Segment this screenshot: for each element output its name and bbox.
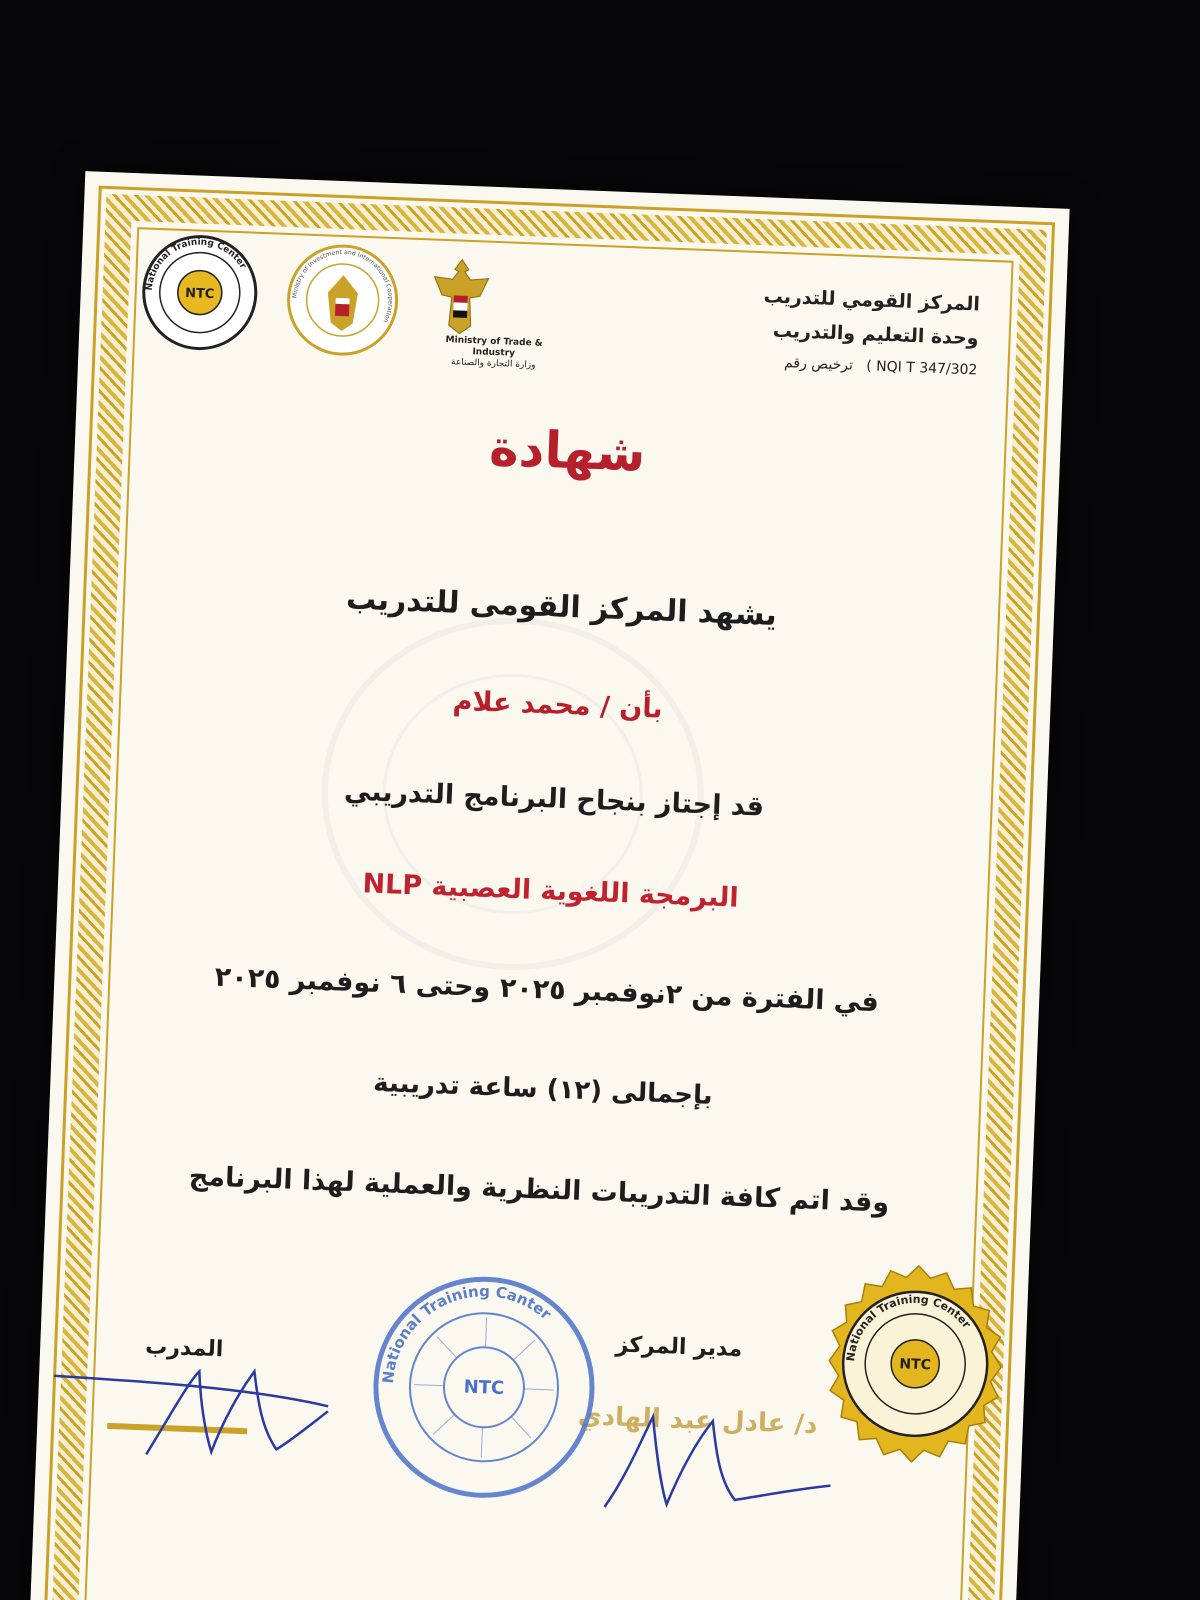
ministry-ar-label: وزارة التجارة والصناعة [450,357,536,371]
trainer-signature [46,1356,340,1477]
ministry-trade-logo [423,254,567,372]
recipient-line: بأن / محمد علام [452,685,664,725]
org-unit: وحدة التعليم والتدريب [772,319,980,350]
eagle-icon [424,254,497,337]
director-signature [594,1407,838,1526]
period-line: في الفترة من ٢نوفمبر ٢٠٢٥ وحتى ٦ نوفمبر ٢٠٢٥ [214,961,880,1019]
blue-stamp-ring-text: National Training Canter [378,1282,555,1385]
license-number: ( NQI T 347/302 [865,358,978,379]
svg-text:National Training Canter [379,1278,556,1390]
program-name: البرمجة اللغوية العصبية NLP [361,868,740,914]
gold-seal-ring-text: National Training Center [844,1292,974,1362]
blue-stamp-center: NTC [463,1376,505,1400]
org-name: المركز القومي للتدريب [763,285,981,316]
organization-header [677,276,981,385]
ntc-logo [139,231,261,353]
license-label: ترخيص رقم [783,355,854,374]
gold-seal-center: NTC [899,1356,932,1374]
hours-line: بإجمالى (١٢) ساعة تدريبية [372,1067,714,1111]
completion-statement: وقد اتم كافة التدريبات النظرية والعملية لهذا البرنامج [188,1160,890,1219]
certificate-paper [28,171,1070,1600]
director-name: د/ عادل عبد الهادي [577,1400,818,1441]
certificate-title: شهادة [488,418,647,483]
director-label: مدير المركز [615,1332,743,1363]
blue-stamp [365,1268,604,1507]
ministry-en-label: Ministry of Trade & Industry [445,335,543,359]
certifying-line: يشهد المركز القومى للتدريب [345,581,778,633]
gold-seal [811,1260,1019,1468]
investment-ministry-seal [283,241,401,359]
ntc-logo-text: NTC [184,286,215,303]
ntc-logo-ring-text: National Training Center [144,237,248,292]
trainer-label: المدرب [144,1334,224,1363]
investment-seal-ring-text: Ministry of Investment and International Cooperation [291,249,394,324]
completion-line: قد إجتاز بنجاح البرنامج التدريبي [343,775,765,823]
